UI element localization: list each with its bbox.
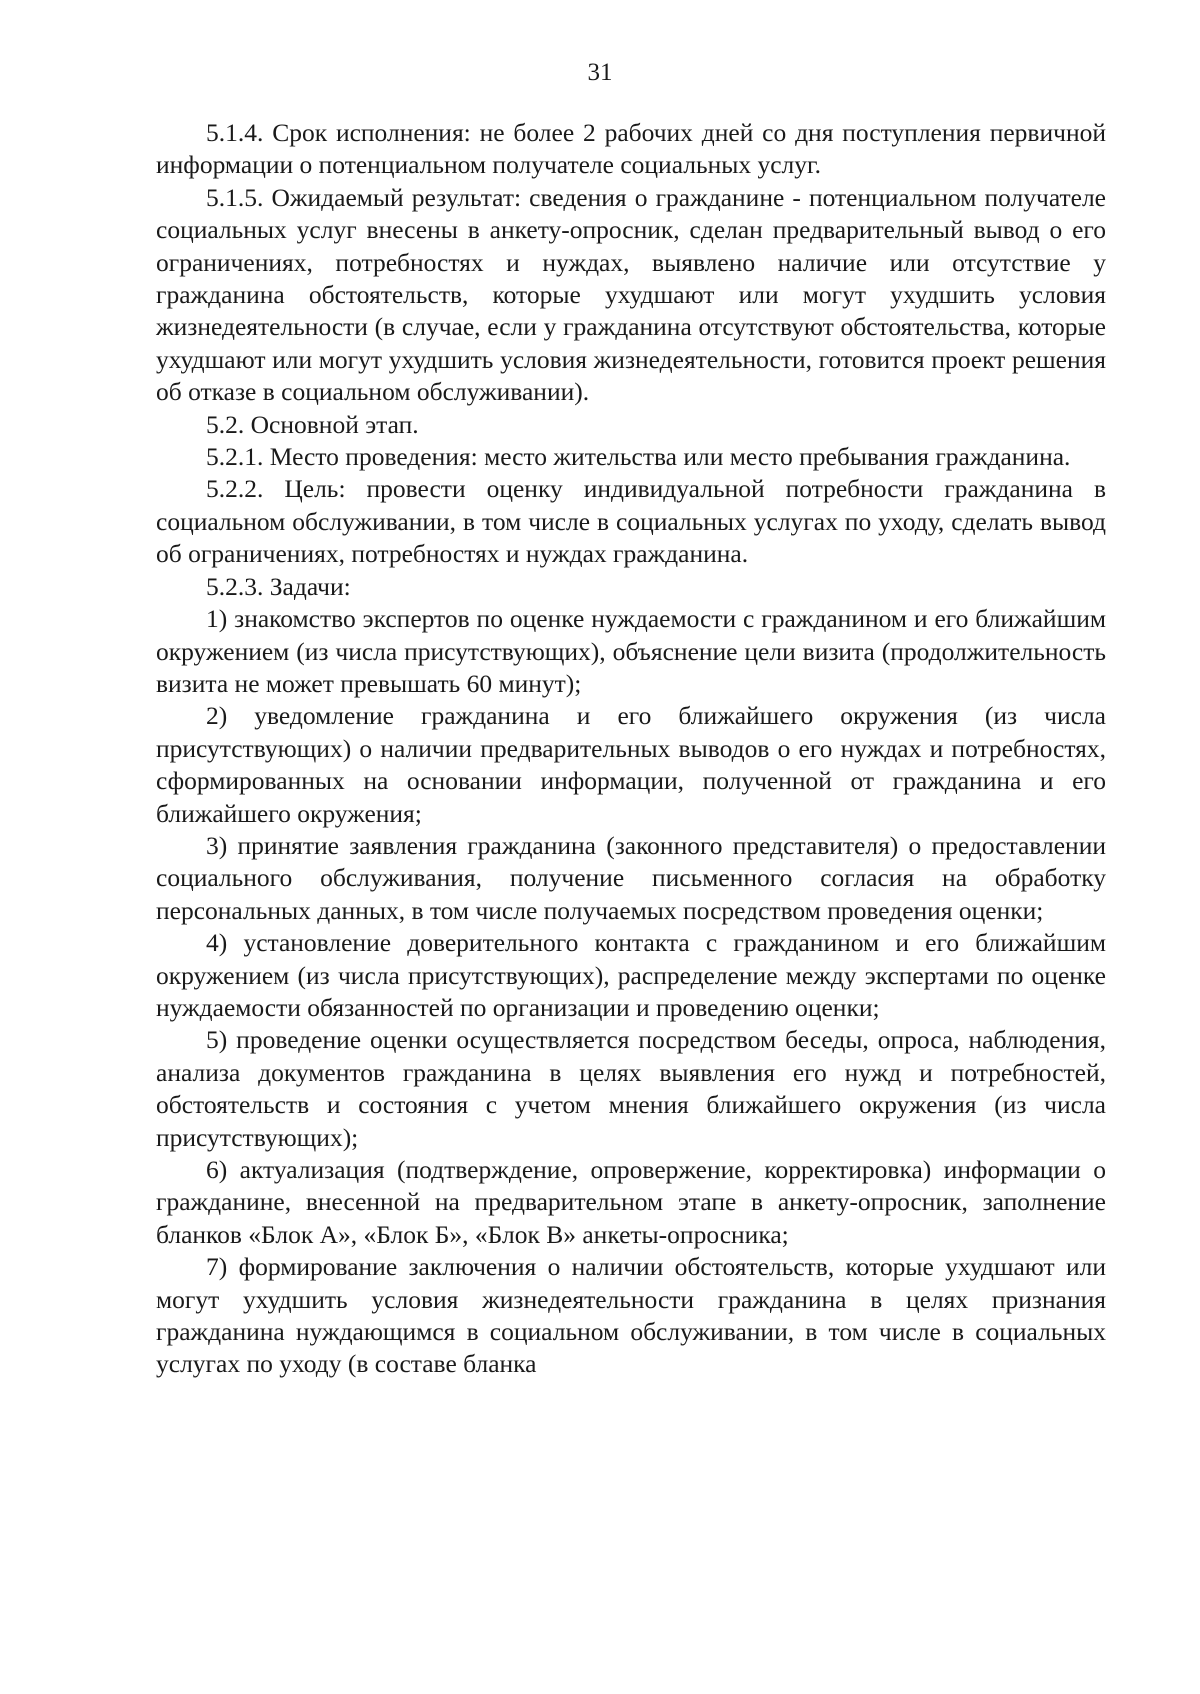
paragraph-5-2-3: 5.2.3. Задачи: bbox=[206, 571, 351, 601]
list-item-5: 5) проведение оценки осуществляется посредством беседы, опроса, наблюдения, анализа документов гражданина в целях выявления его нужд и потребностей, обстоятельств и состояния с учетом мнения ближайшего окружения (из числа присутствующих); bbox=[156, 1025, 1106, 1152]
document-body bbox=[156, 117, 1106, 1381]
list-item-7: 7) формирование заключения о наличии обстоятельств, которые ухудшают или могут ухудшить условия жизнедеятельности гражданина в целях признания гражданина нуждающимся в социальном обслуживании, в том числе в социальных услугах по уходу (в составе бланка bbox=[156, 1252, 1106, 1379]
list-item-6: 6) актуализация (подтверждение, опровержение, корректировка) информации о гражданине, внесенной на предварительном этапе в анкету-опросник, заполнение бланков «Блок А», «Блок Б», «Блок В» анкеты-опросника; bbox=[156, 1155, 1106, 1249]
paragraph-5-1-4: 5.1.4. Срок исполнения: не более 2 рабочих дней со дня поступления первичной информации о потенциальном получателе социальных услуг. bbox=[156, 118, 1106, 180]
paragraph-5-2-2: 5.2.2. Цель: провести оценку индивидуальной потребности гражданина в социальном обслуживании, в том числе в социальных услугах по уходу, сделать вывод об ограничениях, потребностях и нуждах гражданина. bbox=[156, 474, 1106, 569]
paragraph-5-2-1: 5.2.1. Место проведения: место жительства или место пребывания гражданина. bbox=[206, 442, 1071, 472]
list-item-4: 4) установление доверительного контакта с гражданином и его ближайшим окружением (из числа присутствующих), распределение между экспертами по оценке нуждаемости обязанностей по организации и проведению оценки; bbox=[156, 928, 1106, 1022]
paragraph-5-2: 5.2. Основной этап. bbox=[206, 409, 419, 439]
page-number: 31 bbox=[587, 59, 613, 86]
list-item-1: 1) знакомство экспертов по оценке нуждаемости с гражданином и его ближайшим окружением (из числа присутствующих), объяснение цели визита (продолжительность визита не может превышать 60 минут); bbox=[156, 604, 1106, 698]
paragraph-5-1-5: 5.1.5. Ожидаемый результат: сведения о гражданине - потенциальном получателе социальных услуг внесены в анкету-опросник, сделан предварительный вывод о его ограничениях, потребностях и нуждах, выявлено наличие или отсутствие у гражданина обстоятельств, которые ухудшают или могут ухудшить условия жизнедеятельности (в случае, если у гражданина отсутствуют обстоятельства, которые ухудшают или могут ухудшить условия жизнедеятельности, готовится проект решения об отказе в социальном обслуживании). bbox=[156, 182, 1106, 407]
list-item-3: 3) принятие заявления гражданина (законного представителя) о предоставлении социального обслуживания, получение письменного согласия на обработку персональных данных, в том числе получаемых посредством проведения оценки; bbox=[156, 830, 1106, 925]
list-item-2: 2) уведомление гражданина и его ближайшего окружения (из числа присутствующих) о наличии предварительных выводов о его нуждах и потребностях, сформированных на основании информации, полученной от гражданина и его ближайшего окружения; bbox=[156, 701, 1106, 828]
